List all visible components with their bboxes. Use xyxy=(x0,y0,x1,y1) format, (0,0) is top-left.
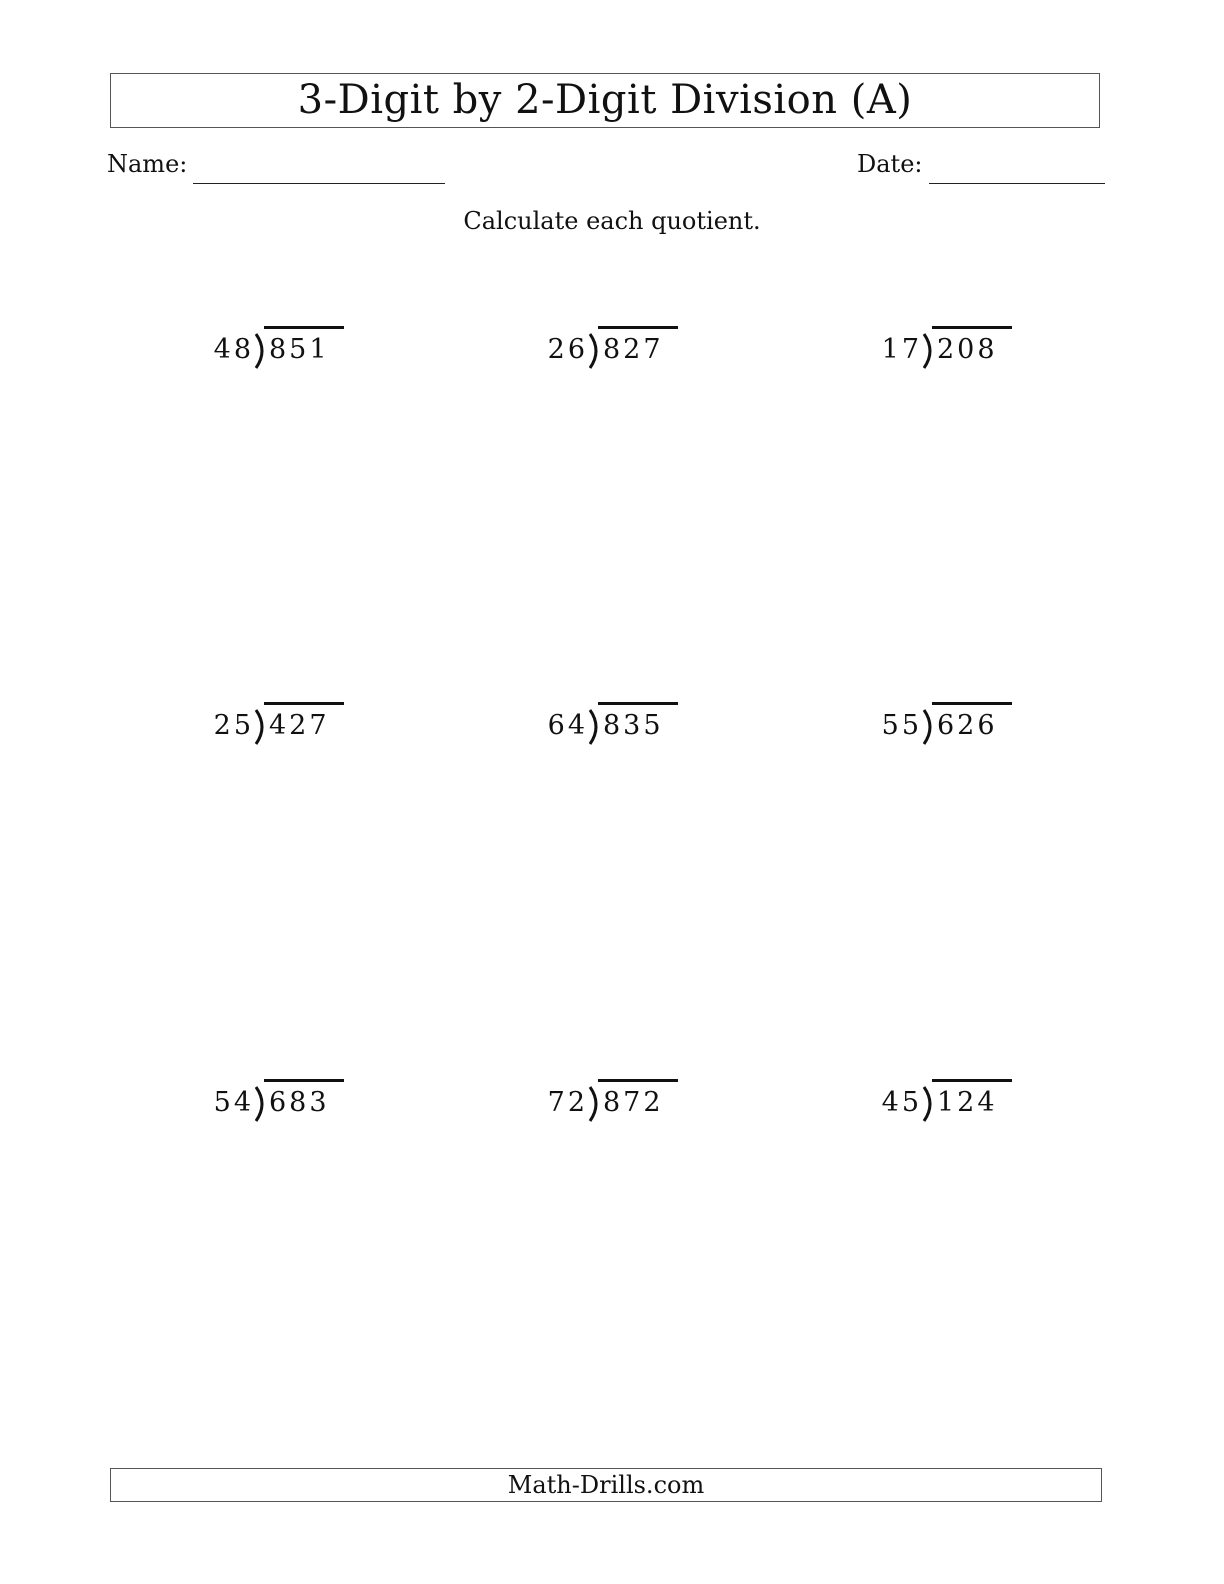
long-division-bracket xyxy=(588,1085,602,1123)
worksheet-title: 3-Digit by 2-Digit Division (A) xyxy=(110,73,1100,128)
long-division-bracket xyxy=(922,1085,936,1123)
dividend: 851 xyxy=(269,334,330,365)
name-label: Name: xyxy=(107,150,188,178)
long-division-bracket xyxy=(922,708,936,746)
footer: Math-Drills.com xyxy=(110,1468,1102,1502)
dividend: 427 xyxy=(269,710,330,741)
date-label: Date: xyxy=(857,150,923,178)
instructions: Calculate each quotient. xyxy=(463,207,761,235)
long-division-bracket xyxy=(588,332,602,370)
long-division-bracket xyxy=(254,1085,268,1123)
dividend: 683 xyxy=(269,1087,330,1118)
division-bar xyxy=(264,326,344,329)
division-bar xyxy=(598,1079,678,1082)
division-problem xyxy=(506,698,706,748)
division-problem xyxy=(172,322,372,372)
divisor: 64 xyxy=(547,710,588,741)
division-bar xyxy=(598,702,678,705)
long-division-bracket xyxy=(922,332,936,370)
dividend: 835 xyxy=(603,710,664,741)
division-problem xyxy=(840,1075,1040,1125)
division-problem xyxy=(840,322,1040,372)
dividend: 208 xyxy=(937,334,998,365)
division-bar xyxy=(932,1079,1012,1082)
long-division-bracket xyxy=(254,708,268,746)
divisor: 25 xyxy=(213,710,254,741)
divisor: 72 xyxy=(547,1087,588,1118)
long-division-bracket xyxy=(254,332,268,370)
dividend: 626 xyxy=(937,710,998,741)
division-problem xyxy=(506,322,706,372)
divisor: 45 xyxy=(881,1087,922,1118)
division-problem xyxy=(840,698,1040,748)
division-bar xyxy=(932,702,1012,705)
division-bar xyxy=(598,326,678,329)
divisor: 55 xyxy=(881,710,922,741)
division-bar xyxy=(932,326,1012,329)
division-problem xyxy=(506,1075,706,1125)
division-bar xyxy=(264,1079,344,1082)
divisor: 26 xyxy=(547,334,588,365)
dividend: 827 xyxy=(603,334,664,365)
division-problem xyxy=(172,698,372,748)
division-problem xyxy=(172,1075,372,1125)
long-division-bracket xyxy=(588,708,602,746)
dividend: 872 xyxy=(603,1087,664,1118)
division-bar xyxy=(264,702,344,705)
divisor: 54 xyxy=(213,1087,254,1118)
divisor: 48 xyxy=(213,334,254,365)
dividend: 124 xyxy=(937,1087,998,1118)
divisor: 17 xyxy=(881,334,922,365)
